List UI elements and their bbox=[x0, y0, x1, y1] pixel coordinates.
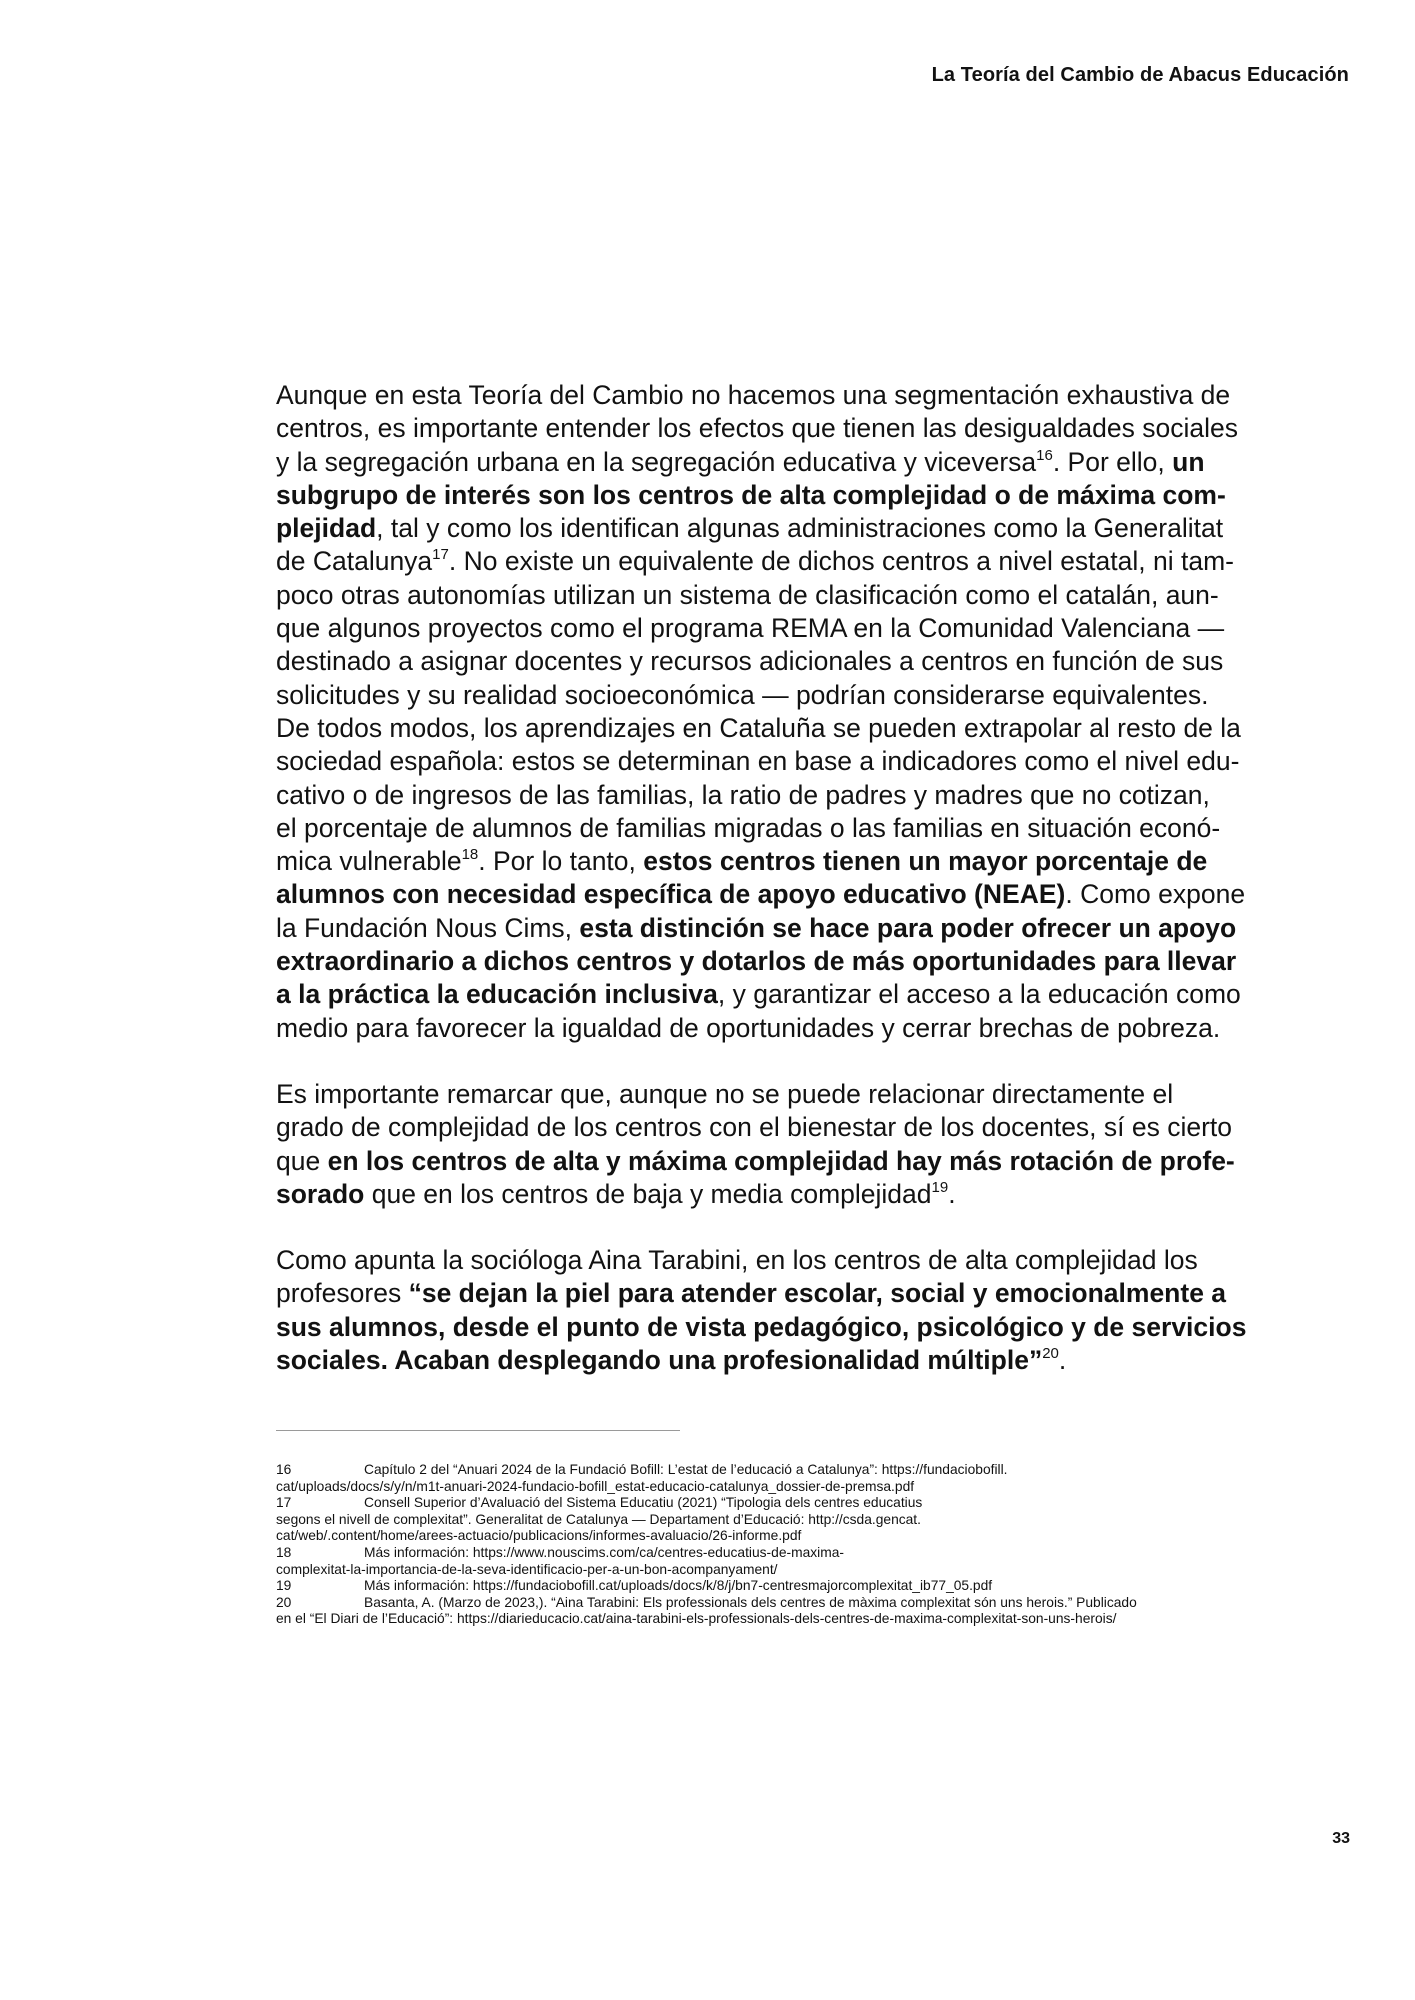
footnote-16 bbox=[276, 1462, 1316, 1495]
footnote-text: Basanta, A. (Marzo de 2023,). “Aina Tarabini: Els professionals dels centres de màxima complexitat són uns herois.” Publicado bbox=[364, 1594, 1137, 1610]
bold-span: sorado bbox=[276, 1178, 365, 1209]
text-span: poco otras autonomías utilizan un sistema de clasificación como el catalán, aun- bbox=[276, 579, 1219, 610]
text-span: De todos modos, los aprendizajes en Cataluña se pueden extrapolar al resto de la bbox=[276, 712, 1241, 743]
text-span: el porcentaje de alumnos de familias migradas o las familias en situación econó- bbox=[276, 812, 1221, 843]
main-text bbox=[276, 379, 1300, 1377]
footnote-text[interactable]: Más información: https://www.nouscims.com/ca/centres-educatius-de-maxima- bbox=[364, 1544, 844, 1560]
text-span: . bbox=[1058, 1345, 1067, 1376]
footnote-text[interactable]: cat/web/.content/home/arees-actuacio/publicacions/informes-avaluacio/26-informe.pdf bbox=[276, 1528, 802, 1544]
text-span: cativo o de ingresos de las familias, la ratio de padres y madres que no cotizan, bbox=[276, 779, 1210, 810]
paragraph-3 bbox=[276, 1244, 1300, 1377]
text-span: que en los centros de baja y media complejidad bbox=[364, 1178, 932, 1209]
page-number: 33 bbox=[1332, 1830, 1350, 1847]
text-span: y la segregación urbana en la segregación educativa y viceversa bbox=[276, 446, 1037, 477]
footnote-ref-16[interactable]: 16 bbox=[1036, 446, 1053, 464]
text-span: solicitudes y su realidad socioeconómica — podrían considerarse equivalentes. bbox=[276, 679, 1209, 710]
paragraph-2 bbox=[276, 1078, 1300, 1211]
footnote-text[interactable]: segons el nivell de complexitat”. Generalitat de Catalunya — Departament d’Educació: http://csda.gencat. bbox=[276, 1511, 921, 1527]
text-span: . No existe un equivalente de dichos centros a nivel estatal, ni tam- bbox=[448, 546, 1234, 577]
footnote-17 bbox=[276, 1495, 1316, 1545]
bold-span: un bbox=[1172, 446, 1205, 477]
bold-span: sociales. Acaban desplegando una profesionalidad múltiple” bbox=[276, 1345, 1043, 1376]
text-span: la Fundación Nous Cims, bbox=[276, 912, 580, 943]
footnote-ref-19[interactable]: 19 bbox=[931, 1178, 949, 1196]
footnote-number: 19 bbox=[276, 1578, 292, 1594]
text-span: sociedad española: estos se determinan en base a indicadores como el nivel edu- bbox=[276, 746, 1240, 777]
footnote-text[interactable]: complexitat-la-importancia-de-la-seva-identificacio-per-a-un-bon-acompanyament/ bbox=[276, 1561, 778, 1577]
footnote-number: 20 bbox=[276, 1594, 292, 1610]
footnotes bbox=[276, 1462, 1316, 1628]
footnote-text[interactable]: en el “El Diari de l’Educació”: https://diarieducacio.cat/aina-tarabini-els-professionals-dels-centres-de-maxima-complexitat-son-uns-herois/ bbox=[276, 1611, 1117, 1627]
bold-span: sus alumnos, desde el punto de vista pedagógico, psicológico y de servicios bbox=[276, 1311, 1247, 1342]
bold-span: subgrupo de interés son los centros de alta complejidad o de máxima com- bbox=[276, 479, 1226, 510]
text-span: Es importante remarcar que, aunque no se puede relacionar directamente el bbox=[276, 1078, 1174, 1109]
footnote-divider bbox=[276, 1430, 680, 1431]
text-span: . Por ello, bbox=[1052, 446, 1173, 477]
text-span: destinado a asignar docentes y recursos adicionales a centros en función de sus bbox=[276, 646, 1224, 677]
text-span: que algunos proyectos como el programa REMA en la Comunidad Valenciana — bbox=[276, 613, 1225, 644]
footnote-text[interactable]: cat/uploads/docs/s/y/n/m1t-anuari-2024-fundacio-bofill_estat-educacio-catalunya_dossier-de-premsa.pdf bbox=[276, 1478, 915, 1494]
text-span: , tal y como los identifican algunas administraciones como la Generalitat bbox=[376, 513, 1224, 544]
text-span: que bbox=[276, 1145, 328, 1176]
text-span: . bbox=[948, 1178, 956, 1209]
text-span: profesores bbox=[276, 1278, 409, 1309]
text-span: . Por lo tanto, bbox=[478, 846, 644, 877]
bold-span: alumnos con necesidad específica de apoyo educativo (NEAE) bbox=[276, 879, 1066, 910]
footnote-20 bbox=[276, 1595, 1316, 1628]
footnote-ref-20[interactable]: 20 bbox=[1042, 1345, 1059, 1363]
bold-span: estos centros tienen un mayor porcentaje de bbox=[643, 846, 1208, 877]
paragraph-1 bbox=[276, 379, 1300, 1045]
footnote-text[interactable]: Capítulo 2 del “Anuari 2024 de la Fundació Bofill: L’estat de l’educació a Catalunya”: https://fundaciobofill. bbox=[364, 1462, 1008, 1477]
bold-span: en los centros de alta y máxima complejidad hay más rotación de profe- bbox=[327, 1145, 1235, 1176]
footnote-number: 17 bbox=[276, 1495, 292, 1511]
text-span: medio para favorecer la igualdad de oportunidades y cerrar brechas de pobreza. bbox=[276, 1012, 1221, 1043]
footnote-text: Consell Superior d’Avaluació del Sistema Educatiu (2021) “Tipologia dels centres educatius bbox=[364, 1495, 923, 1511]
footnote-19 bbox=[276, 1578, 1316, 1595]
text-span: centros, es importante entender los efectos que tienen las desigualdades sociales bbox=[276, 413, 1238, 444]
footnote-number: 16 bbox=[276, 1462, 292, 1477]
text-span: Aunque en esta Teoría del Cambio no hacemos una segmentación exhaustiva de bbox=[276, 380, 1231, 410]
footnote-number: 18 bbox=[276, 1544, 292, 1560]
footnote-18 bbox=[276, 1545, 1316, 1578]
text-span: , y garantizar el acceso a la educación como bbox=[717, 979, 1241, 1010]
text-span: mica vulnerable bbox=[276, 846, 462, 877]
footnote-ref-17[interactable]: 17 bbox=[432, 546, 449, 564]
bold-span: extraordinario a dichos centros y dotarlos de más oportunidades para llevar bbox=[276, 946, 1237, 977]
bold-span: a la práctica la educación inclusiva bbox=[276, 979, 718, 1010]
text-span: grado de complejidad de los centros con el bienestar de los docentes, sí es cierto bbox=[276, 1112, 1233, 1143]
footnote-ref-18[interactable]: 18 bbox=[461, 846, 479, 864]
bold-span: plejidad bbox=[276, 513, 377, 544]
text-span: . Como expone bbox=[1065, 879, 1246, 910]
text-span: Como apunta la socióloga Aina Tarabini, en los centros de alta complejidad los bbox=[276, 1245, 1198, 1276]
running-header: La Teoría del Cambio de Abacus Educación bbox=[931, 64, 1349, 86]
footnote-text[interactable]: Más información: https://fundaciobofill.cat/uploads/docs/k/8/j/bn7-centresmajorcomplexitat_ib77_05.pdf bbox=[364, 1578, 993, 1594]
bold-span: esta distinción se hace para poder ofrecer un apoyo bbox=[579, 912, 1237, 943]
text-span: de Catalunya bbox=[276, 546, 433, 577]
bold-span: “se dejan la piel para atender escolar, social y emocionalmente a bbox=[408, 1278, 1227, 1309]
